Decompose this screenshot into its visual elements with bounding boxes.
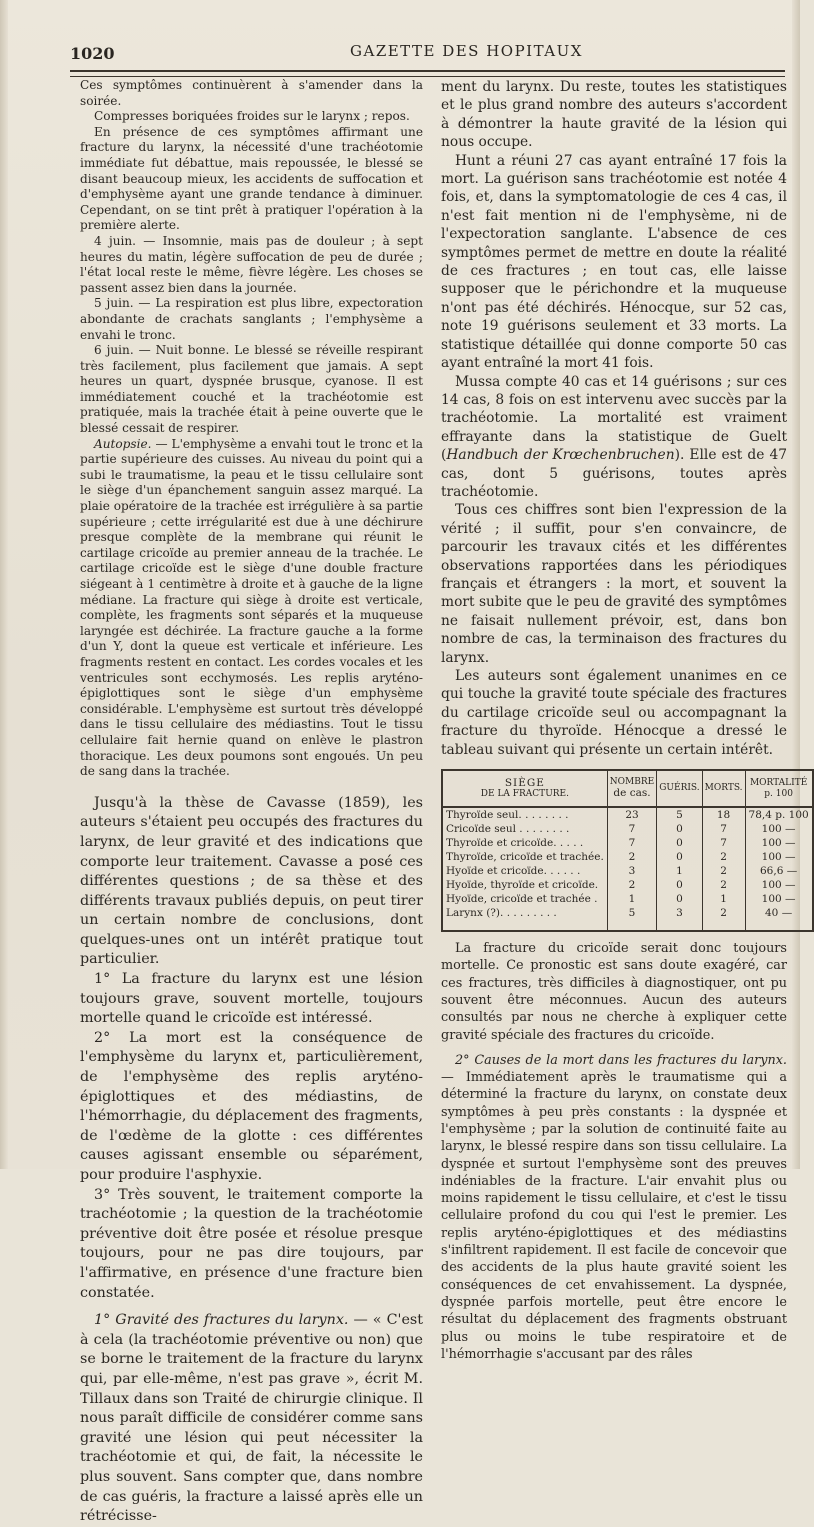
cell-cured: 0 xyxy=(657,850,702,864)
table-row xyxy=(442,878,813,892)
journal-title: GAZETTE DES HOPITAUX xyxy=(350,42,583,60)
fracture-statistics-table xyxy=(441,769,814,932)
table-row xyxy=(442,807,813,822)
cell-site: Cricoïde seul . . . . . . . . xyxy=(442,822,607,836)
header-cases xyxy=(607,770,656,807)
gravity-heading: 1° Gravité des fractures du larynx. xyxy=(94,1312,349,1329)
cell-mortality: 100 — xyxy=(745,892,813,906)
case-paragraph: En présence de ces symptômes affirmant une fracture du larynx, la nécessité d'une trachéotomie immédiate fut débattue, mais repoussée, le blessé se disant beaucoup mieux, les accidents de suffocation et d'emphysème ayant une grande tendance à diminuer. Cependant, on se tint prêt à pratiquer l'opération à la première alerte. xyxy=(80,124,423,233)
body-paragraph: Jusqu'à la thèse de Cavasse (1859), les auteurs s'étaient peu occupés des fractures du larynx, de leur gravité et des indications que comporte leur traitement. Cavasse a posé ces différentes questions ; de sa thèse et des différents travaux publiés depuis, on peut tirer un certain nombre de conclusions, dont quelques-unes ont un intérêt pratique tout particulier. xyxy=(80,794,423,968)
cell-dead: 2 xyxy=(702,864,745,878)
body-paragraph: La fracture du cricoïde serait donc toujours mortelle. Ce pronostic est sans doute exagéré, car ces fractures, très difficiles à diagnostiquer, ont pu souvent être méconnues. Aucun des auteurs consultés par nous ne cherche à expliquer cette gravité spéciale des fractures du cricoïde. xyxy=(441,941,787,1043)
gravity-text: — « C'est à cela (la trachéotomie préventive ou non) que se borne le traitement de la fracture du larynx qui, par elle-même, n'est pas grave », écrit M. Tillaux dans son Traité de chirurgie clinique. Il nous paraît difficile de considérer comme sans gravité une lésion qui peut nécessiter la trachéotomie et qui, de fait, la nécessite le plus souvent. Sans compter que, dans nombre de cas guéris, la fracture a laissé après elle un rétrécisse- xyxy=(80,1312,423,1525)
page-edge-right xyxy=(792,0,800,1169)
cell-dead: 2 xyxy=(702,906,745,931)
autopsy-paragraph xyxy=(80,437,423,780)
cell-cured: 1 xyxy=(657,864,702,878)
spacer xyxy=(80,780,423,794)
header-mortality-subtitle: p. 100 xyxy=(764,788,793,799)
cell-cured: 5 xyxy=(657,807,702,822)
case-paragraph: Compresses boriquées froides sur le larynx ; repos. xyxy=(94,109,410,124)
cell-site: Thyroïde, cricoïde et trachée. xyxy=(442,850,607,864)
spacer xyxy=(80,1303,423,1311)
table-row xyxy=(442,822,813,836)
header-site-subtitle: DE LA FRACTURE. xyxy=(480,788,569,799)
cited-work-title: Handbuch der Krœchenbruchen xyxy=(446,447,675,464)
cell-cases: 2 xyxy=(607,878,656,892)
cell-cured: 0 xyxy=(657,878,702,892)
body-paragraph: Hunt a réuni 27 cas ayant entraîné 17 fois la mort. La guérison sans trachéotomie est notée 4 fois, et, dans la symptomatologie de ces 4 cas, il n'est fait mention ni de l'emphysème, ni de l'expectoration sanglante. L'absence de ces symptômes permet de mettre en doute la réalité de ces fractures ; en tout cas, elle laisse supposer que le périchondre et la muqueuse n'ont pas été déchirés. Hénocque, sur 52 cas, note 19 guérisons seulement et 33 morts. La statistique détaillée qui donne comporte 50 cas ayant entraîné la mort 41 fois. xyxy=(441,152,787,372)
gravity-paragraph xyxy=(80,1311,423,1527)
header-cases-subtitle: de cas. xyxy=(613,787,651,800)
cell-dead: 18 xyxy=(702,807,745,822)
table-row xyxy=(442,892,813,906)
cell-mortality: 78,4 p. 100 xyxy=(745,807,813,822)
conclusion-1: 1° La fracture du larynx est une lésion toujours grave, souvent mortelle, toujours mortelle quand le cricoïde est intéressé. xyxy=(80,971,423,1027)
body-paragraph: Tous ces chiffres sont bien l'expression de la vérité ; il suffit, pour s'en convaincre, de parcourir les travaux cités et les différentes observations rapportées dans les périodiques français et étrangers : la mort, et souvent la mort subite que le peu de gravité des symptômes ne faisait nullement prévoir, est, dans bon nombre de cas, la terminaison des fractures du larynx. xyxy=(441,502,787,666)
page-header xyxy=(70,38,770,63)
cell-cases: 7 xyxy=(607,822,656,836)
cell-cured: 0 xyxy=(657,822,702,836)
cell-site: Hyoïde, cricoïde et trachée . xyxy=(442,892,607,906)
table-row xyxy=(442,850,813,864)
cell-site: Hyoïde et cricoïde. . . . . . xyxy=(442,864,607,878)
cell-cases: 3 xyxy=(607,864,656,878)
spacer xyxy=(441,1044,787,1052)
page-edge-left xyxy=(0,0,8,1169)
cell-cases: 7 xyxy=(607,836,656,850)
cell-site: Larynx (?). . . . . . . . . xyxy=(442,906,607,931)
header-mortality-title: MORTALITÉ xyxy=(749,777,808,788)
causes-paragraph xyxy=(441,1052,787,1363)
cell-mortality: 40 — xyxy=(745,906,813,931)
cell-mortality: 100 — xyxy=(745,822,813,836)
cell-cases: 23 xyxy=(607,807,656,822)
cell-cases: 1 xyxy=(607,892,656,906)
table-header-row xyxy=(442,770,813,807)
header-site-title: SIÈGE xyxy=(504,776,545,789)
page-number: 1020 xyxy=(70,44,115,63)
header-mortality xyxy=(745,770,813,807)
autopsy-text: — L'emphysème a envahi tout le tronc et la partie supérieure des cuisses. Au niveau du point qui a subi le traumatisme, la peau et le tissu cellulaire sont le siège d'un épanchement sanguin assez marqué. La plaie opératoire de la trachée est irrégulière à sa partie supérieure ; cette irrégularité est due à une déchirure presque complète de la membrane qui réunit le cartilage cricoïde au premier anneau de la trachée. Le cartilage cricoïde est le siège d'une double fracture siégeant à 1 centimètre à droite et à gauche de la ligne médiane. La fracture qui siège à droite est verticale, complète, les fragments sont séparés et la muqueuse laryngée est déchirée. La fracture gauche a la forme d'un Y, dont la queue est verticale et inférieure. Les fragments restent en contact. Les cordes vocales et les ventricules sont ecchymosés. Les replis aryténo-épiglottiques sont le siège d'un emphysème considérable. L'emphysème est surtout très développé dans le tissu cellulaire des médiastins. Tout le tissu cellulaire fait hernie quand on enlève le plastron thoracique. Les deux poumons sont engoués. Un peu de sang dans la trachée. xyxy=(80,436,423,779)
conclusion-2: 2° La mort est la conséquence de l'emphysème du larynx et, particulièrement, de l'emphysème des replis aryténo-épiglottiques et des médiastins, de l'hémorrhagie, du déplacement des fragments, de l'œdème de la glotte : ces différentes causes agissant ensemble ou séparément, pour produire l'asphyxie. xyxy=(80,1029,423,1183)
autopsy-label: Autopsie. xyxy=(94,436,152,451)
header-rule xyxy=(70,70,785,77)
cell-mortality: 100 — xyxy=(745,850,813,864)
left-column xyxy=(80,78,423,1527)
cell-mortality: 100 — xyxy=(745,836,813,850)
header-site xyxy=(442,770,607,807)
cell-mortality: 66,6 — xyxy=(745,864,813,878)
case-paragraph: 4 juin. — Insomnie, mais pas de douleur ; à sept heures du matin, légère suffocation de peu de durée ; l'état local reste le même, fièvre légère. Les choses se passent assez bien dans la journée. xyxy=(80,233,423,295)
table-row xyxy=(442,906,813,931)
mussa-text-end: ). Elle est de 47 cas, dont 5 guérisons, toutes après trachéotomie. xyxy=(441,447,787,500)
cell-cured: 0 xyxy=(657,892,702,906)
cell-cured: 0 xyxy=(657,836,702,850)
mussa-text: Mussa compte 40 cas et 14 guérisons ; sur ces 14 cas, 8 fois on est intervenu avec succès par la trachéotomie. La mortalité est vraiment effrayante dans la statistique de Guelt ( xyxy=(441,373,787,464)
cell-cured: 3 xyxy=(657,906,702,931)
causes-heading: 2° Causes de la mort dans les fractures du larynx. xyxy=(455,1052,787,1068)
cell-dead: 1 xyxy=(702,892,745,906)
case-paragraph: 6 juin. — Nuit bonne. Le blessé se réveille respirant très facilement, plus facilement que jamais. A sept heures un quart, dyspnée brusque, cyanose. Il est immédiatement couché et la trachéotomie est pratiquée, mais la trachée était à peine ouverte que le blessé cessait de respirer. xyxy=(80,343,423,436)
case-paragraph: 5 juin. — La respiration est plus libre, expectoration abondante de crachats sanglants ; l'emphysème a envahi le tronc. xyxy=(80,296,423,342)
cell-site: Thyroïde seul. . . . . . . . xyxy=(442,807,607,822)
header-cured: GUÉRIS. xyxy=(657,770,702,807)
cell-cases: 5 xyxy=(607,906,656,931)
table-row xyxy=(442,836,813,850)
cell-dead: 7 xyxy=(702,836,745,850)
causes-text: — Immédiatement après le traumatisme qui a déterminé la fracture du larynx, on constate deux symptômes à peu près constants : la dyspnée et l'emphysème ; par la solution de continuité faite au larynx, le blessé respire dans son tissu cellulaire. La dyspnée et surtout l'emphysème sont des preuves indéniables de la fracture. L'air envahit plus ou moins rapidement le tissu cellulaire, et c'est le tissu cellulaire profond du cou qui l'est le premier. Les replis aryténo-épiglottiques et des médiastins s'infiltrent rapidement. Il est facile de concevoir que des accidents de la plus haute gravité soient les conséquences de cet envahissement. La dyspnée, dyspnée parfois mortelle, peut être encore le résultat du déplacement des fragments obstruant plus ou moins le tube respiratoire et de l'hémorrhagie s'accusant par des râles xyxy=(441,1070,787,1362)
cell-mortality: 100 — xyxy=(745,878,813,892)
body-paragraph: Les auteurs sont également unanimes en ce qui touche la gravité toute spéciale des fractures du cartilage cricoïde seul ou accompagnant la fracture du thyroïde. Hénocque a dressé le tableau suivant qui présente un certain intérêt. xyxy=(441,668,787,758)
right-column xyxy=(441,78,809,1363)
body-paragraph: ment du larynx. Du reste, toutes les statistiques et le plus grand nombre des auteurs s'accordent à démontrer la haute gravité de la lésion qui nous occupe. xyxy=(441,79,787,151)
cell-site: Thyroïde et cricoïde. . . . . xyxy=(442,836,607,850)
cell-dead: 7 xyxy=(702,822,745,836)
mussa-paragraph xyxy=(441,373,787,502)
cell-cases: 2 xyxy=(607,850,656,864)
conclusion-3: 3° Très souvent, le traitement comporte la trachéotomie ; la question de la trachéotomie préventive doit être posée et résolue presque toujours, pour ne pas dire toujours, par l'affirmative, en présence d'une fracture bien constatée. xyxy=(80,1186,423,1301)
cell-dead: 2 xyxy=(702,850,745,864)
cell-site: Hyoïde, thyroïde et cricoïde. xyxy=(442,878,607,892)
cell-dead: 2 xyxy=(702,878,745,892)
discussion-block xyxy=(80,794,423,1527)
post-table-block xyxy=(441,940,787,1363)
case-paragraph: Ces symptômes continuèrent à s'amender dans la soirée. xyxy=(80,78,423,108)
table-row xyxy=(442,864,813,878)
header-cases-title: NOMBRE xyxy=(609,777,655,788)
header-dead: MORTS. xyxy=(702,770,745,807)
